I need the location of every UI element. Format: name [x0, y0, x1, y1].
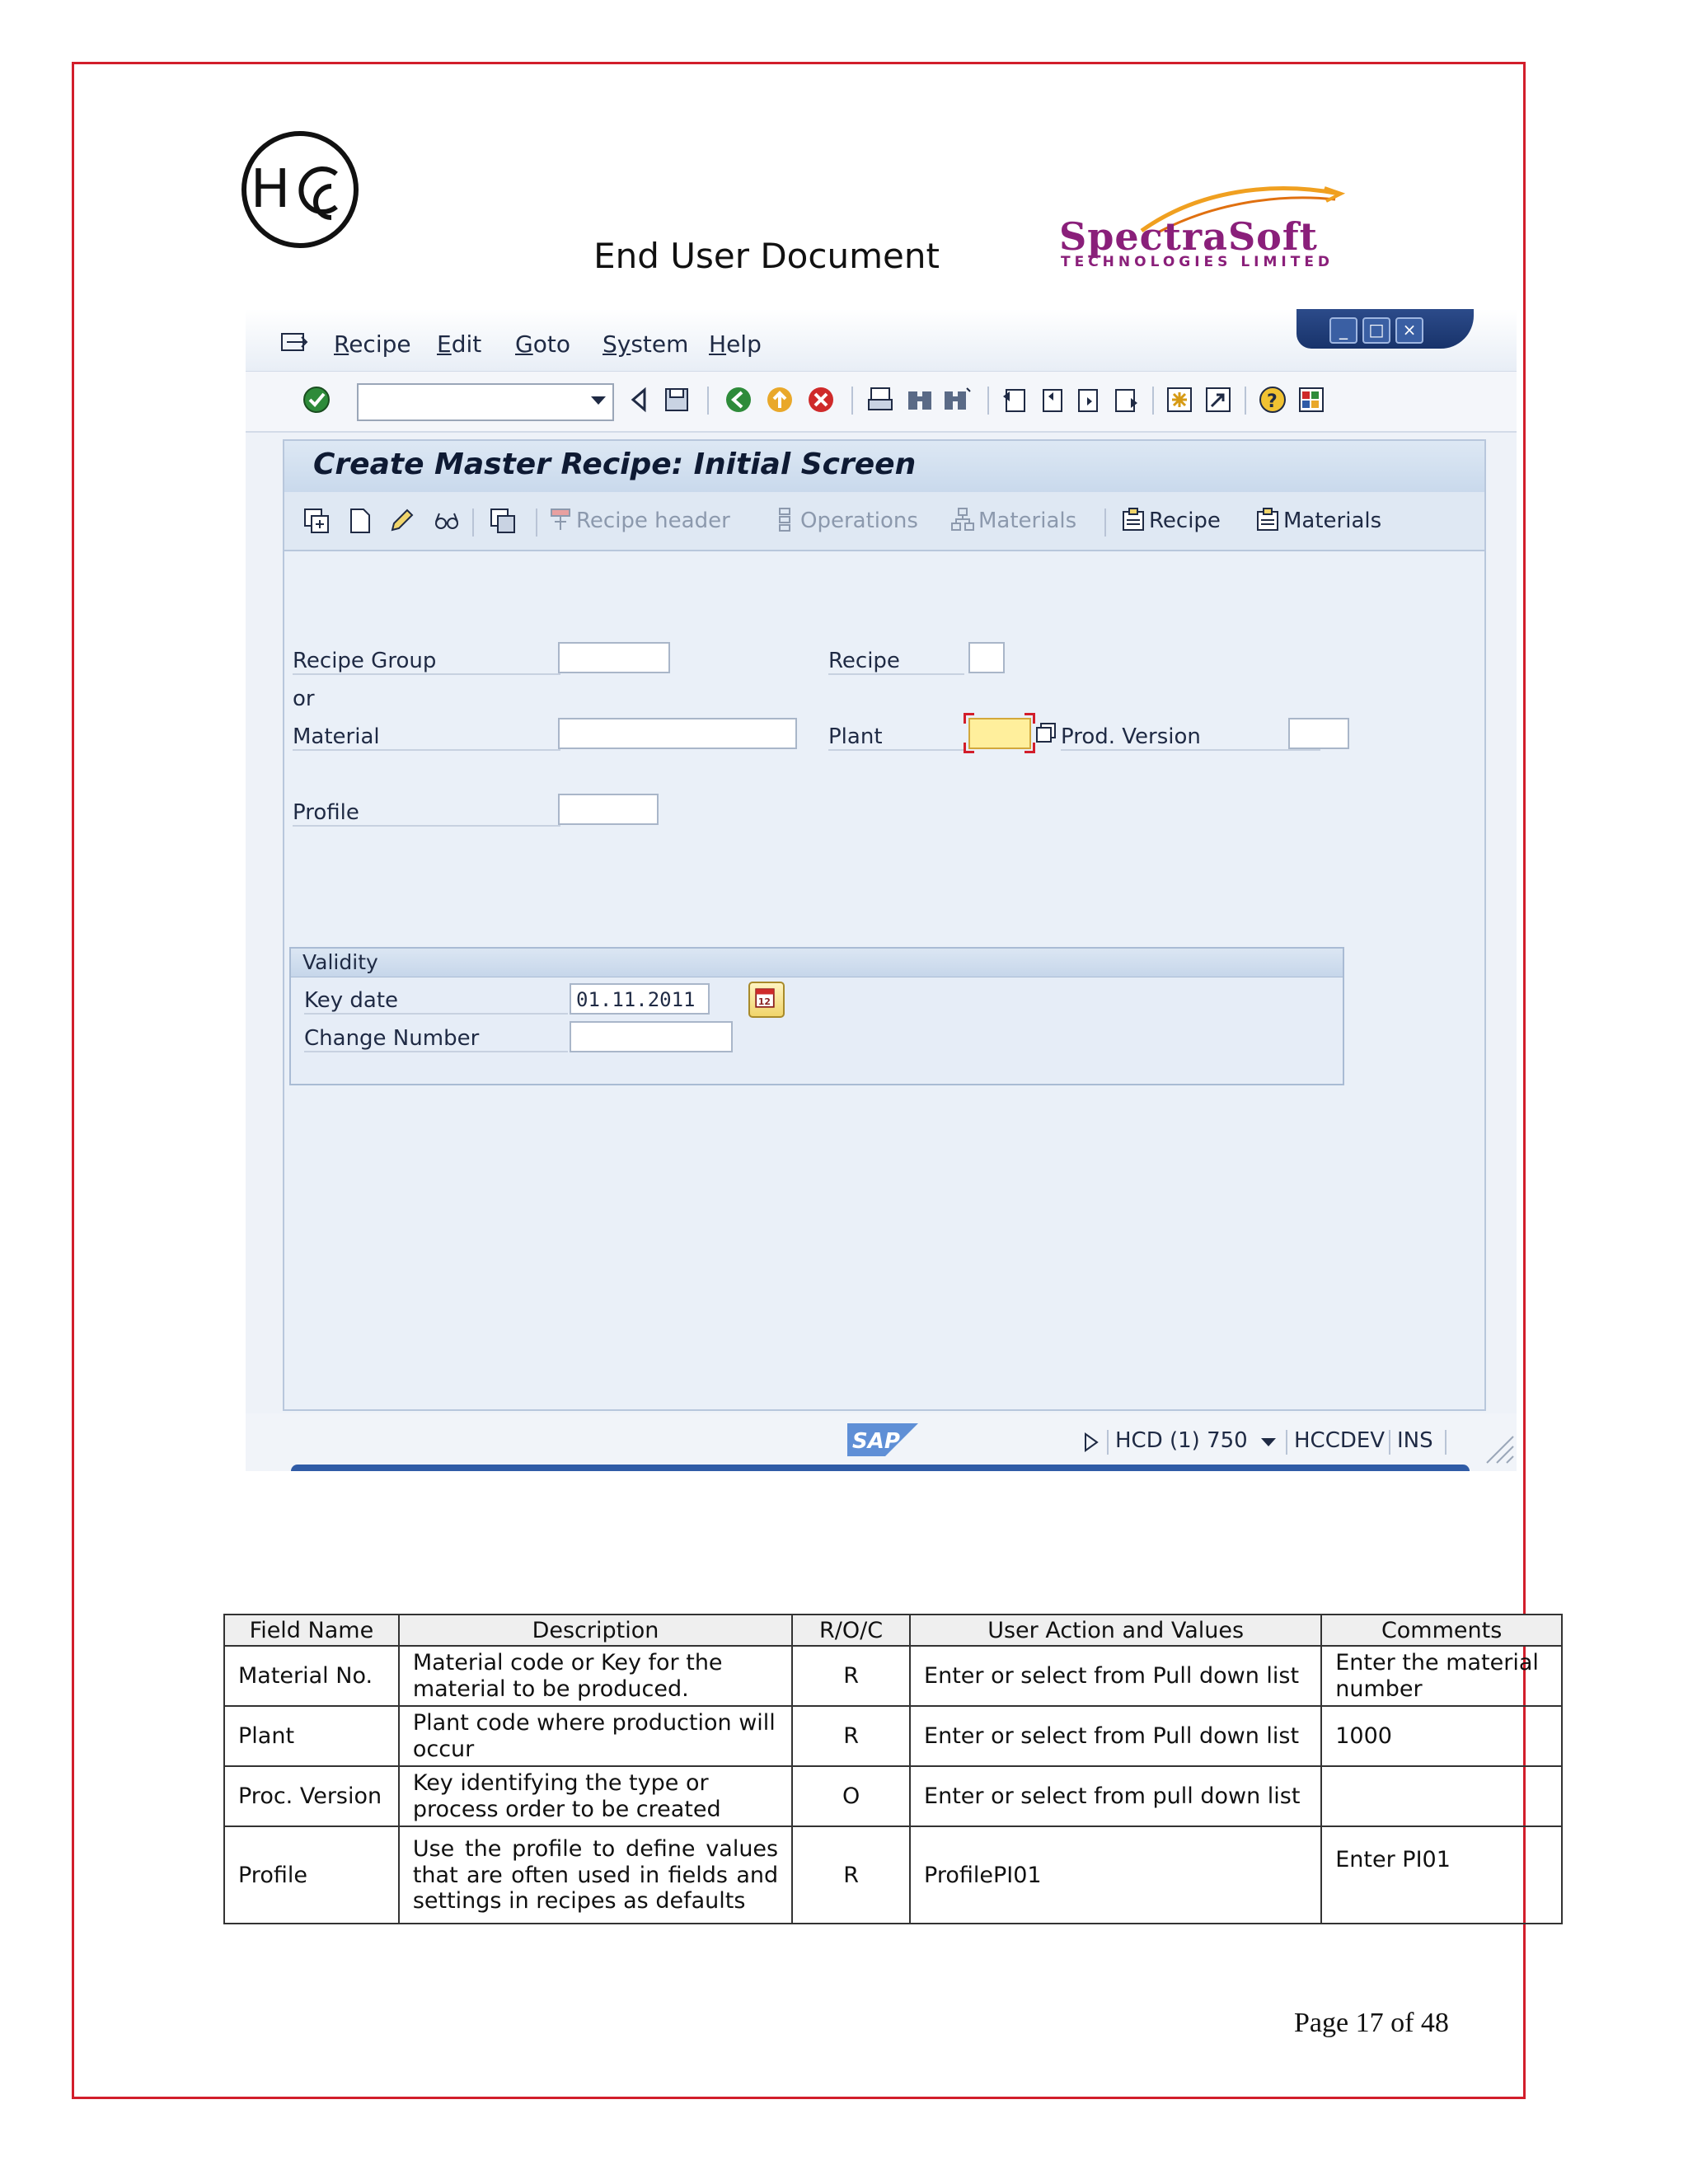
- materials-disabled-label: Materials: [978, 509, 1077, 533]
- header-comments: Comments: [1321, 1615, 1562, 1646]
- status-separator: [1389, 1430, 1390, 1455]
- toolbar-separator: [1104, 509, 1106, 537]
- spectrasoft-wordmark: SpectraSoft: [1059, 214, 1318, 259]
- minimize-icon: _: [1339, 320, 1348, 340]
- menu-goto-rest: oto: [532, 330, 570, 358]
- menu-edit-accel: E: [437, 330, 452, 358]
- find-next-icon[interactable]: [942, 385, 972, 415]
- spectrasoft-tagline: TECHNOLOGIES LIMITED: [1061, 254, 1334, 270]
- cell-field: Proc. Version: [224, 1766, 399, 1826]
- new-session-icon[interactable]: [1165, 385, 1194, 415]
- plant-input[interactable]: [968, 718, 1031, 749]
- table-row: [224, 1706, 1562, 1766]
- profile-input[interactable]: [558, 794, 659, 825]
- cell-roc: R: [792, 1826, 910, 1924]
- materials-disabled-button[interactable]: [950, 507, 1076, 533]
- recipe-group-input[interactable]: [558, 642, 670, 673]
- sap-screen-area: [283, 439, 1486, 1411]
- insert-mode: INS: [1397, 1428, 1433, 1453]
- toolbar-separator: [536, 509, 537, 537]
- prod-version-label: Prod. Version: [1061, 724, 1320, 751]
- document-title: End User Document: [593, 236, 940, 276]
- cell-roc: R: [792, 1646, 910, 1706]
- calendar-icon: [750, 983, 780, 1013]
- client-info: HCCDEV: [1294, 1428, 1386, 1453]
- save-icon[interactable]: [662, 385, 692, 415]
- operations-button[interactable]: [772, 507, 918, 533]
- toolbar-separator: [1245, 387, 1246, 415]
- sap-window: [246, 309, 1517, 1471]
- cell-comments: [1321, 1766, 1562, 1826]
- table-header-row: [224, 1615, 1562, 1646]
- next-page-icon[interactable]: [1074, 385, 1104, 415]
- cell-description: Use the profile to define values that are often used in fields and settings in recipes as defaults: [399, 1826, 792, 1924]
- command-dropdown-icon[interactable]: [591, 396, 606, 405]
- layout-menu-icon[interactable]: [1296, 385, 1326, 415]
- menu-edit[interactable]: [437, 330, 481, 358]
- status-separator: [1286, 1430, 1287, 1455]
- recipe-label-field: Recipe: [828, 649, 964, 675]
- last-page-icon[interactable]: [1111, 385, 1141, 415]
- maximize-button[interactable]: [1362, 317, 1390, 344]
- cell-field: Plant: [224, 1706, 399, 1766]
- menu-system-accel: Sy: [603, 330, 631, 358]
- recipe-header-button[interactable]: [548, 507, 730, 533]
- material-input[interactable]: [558, 718, 797, 749]
- status-separator: [1107, 1430, 1109, 1455]
- exit-icon[interactable]: [765, 385, 795, 415]
- svg-text:H: H: [251, 159, 291, 220]
- print-icon[interactable]: [865, 385, 895, 415]
- menu-system-rest: stem: [631, 330, 689, 358]
- change-number-label: Change Number: [304, 1026, 568, 1052]
- menu-help[interactable]: [709, 330, 762, 358]
- header-field-name: Field Name: [224, 1615, 399, 1646]
- svg-text:SAP: SAP: [852, 1429, 900, 1454]
- focus-corner: [964, 713, 974, 724]
- validity-title: Validity: [302, 950, 378, 974]
- help-icon[interactable]: [1258, 385, 1287, 415]
- resize-grip-icon[interactable]: [1482, 1432, 1515, 1465]
- menu-help-rest: elp: [726, 330, 762, 358]
- cell-field: Profile: [224, 1826, 399, 1924]
- cancel-icon[interactable]: [806, 385, 836, 415]
- cell-roc: O: [792, 1766, 910, 1826]
- first-page-icon[interactable]: [1000, 385, 1029, 415]
- toolbar-separator: [1152, 387, 1154, 415]
- cell-comments: Enter the material number: [1321, 1646, 1562, 1706]
- validity-header: [291, 949, 1343, 977]
- system-info-dropdown-icon[interactable]: [1261, 1438, 1276, 1446]
- shortcut-icon[interactable]: [1203, 385, 1233, 415]
- enter-check-icon[interactable]: [302, 385, 331, 415]
- sap-menu-bar: [246, 309, 1517, 371]
- other-recipe-icon[interactable]: [302, 507, 331, 535]
- cell-action: Enter or select from pull down list: [910, 1766, 1321, 1826]
- sap-standard-toolbar: [246, 371, 1517, 433]
- recipe-input[interactable]: [968, 642, 1005, 673]
- key-date-label: Key date: [304, 988, 568, 1015]
- operations-icon: [772, 507, 797, 532]
- materials-button[interactable]: [1255, 507, 1381, 533]
- toolbar-separator: [707, 387, 709, 415]
- cell-action: Enter or select from Pull down list: [910, 1646, 1321, 1706]
- back-green-icon[interactable]: [724, 385, 753, 415]
- menu-recipe-rest: ecipe: [349, 330, 411, 358]
- change-pencil-icon[interactable]: [387, 507, 415, 535]
- minimize-button[interactable]: [1329, 317, 1357, 344]
- menu-goto-accel: G: [515, 330, 533, 358]
- header-roc: R/O/C: [792, 1615, 910, 1646]
- materials-label: Materials: [1283, 509, 1382, 533]
- spectrasoft-logo: [1059, 181, 1343, 276]
- display-glasses-icon[interactable]: [433, 507, 461, 535]
- header-description: Description: [399, 1615, 792, 1646]
- screen-title: Create Master Recipe: Initial Screen: [313, 448, 917, 481]
- key-date-input[interactable]: 01.11.2011: [570, 983, 710, 1015]
- find-icon[interactable]: [905, 385, 935, 415]
- cell-comments: Enter PI01: [1321, 1826, 1562, 1924]
- hcc-logo: [239, 129, 361, 251]
- window-controls: [1296, 309, 1474, 349]
- prod-version-input[interactable]: [1288, 718, 1349, 749]
- menu-help-accel: H: [709, 330, 727, 358]
- previous-page-icon[interactable]: [1037, 385, 1067, 415]
- svg-text:?: ?: [1267, 391, 1278, 412]
- cell-description: Plant code where production will occur: [399, 1706, 792, 1766]
- recipe-header-label: Recipe header: [576, 509, 730, 533]
- cell-comments: 1000: [1321, 1706, 1562, 1766]
- toolbar-separator: [472, 509, 474, 537]
- change-number-input[interactable]: [570, 1021, 733, 1052]
- toolbar-separator: [987, 387, 989, 415]
- status-separator: [1445, 1430, 1447, 1455]
- cell-action: ProfilePI01: [910, 1826, 1321, 1924]
- status-expand-icon[interactable]: [1082, 1432, 1100, 1453]
- close-icon: ×: [1402, 320, 1417, 340]
- plant-label: Plant: [828, 724, 964, 751]
- table-row: [224, 1766, 1562, 1826]
- field-description-table: [223, 1614, 1563, 1924]
- material-label: Material: [293, 724, 560, 751]
- menu-recipe-accel: R: [334, 330, 349, 358]
- materials-clipboard-icon: [1255, 507, 1280, 532]
- back-arrow-icon[interactable]: [625, 385, 654, 415]
- menu-toggle-icon[interactable]: [280, 332, 308, 354]
- table-row: [224, 1826, 1562, 1924]
- cell-roc: R: [792, 1706, 910, 1766]
- cell-field: Material No.: [224, 1646, 399, 1706]
- table-row: [224, 1646, 1562, 1706]
- svg-text:12: 12: [757, 996, 771, 1008]
- menu-recipe[interactable]: [334, 330, 411, 358]
- cell-description: Material code or Key for the material to be produced.: [399, 1646, 792, 1706]
- recipe-label: Recipe: [1149, 509, 1221, 533]
- window-bottom-edge: [291, 1465, 1470, 1471]
- status-bar: [246, 1413, 1517, 1471]
- menu-edit-rest: dit: [451, 330, 482, 358]
- header-user-action: User Action and Values: [910, 1615, 1321, 1646]
- recipe-header-icon: [548, 507, 573, 532]
- cell-description: Key identifying the type or process order to be created: [399, 1766, 792, 1826]
- calendar-button[interactable]: [748, 982, 785, 1018]
- cell-action: Enter or select from Pull down list: [910, 1706, 1321, 1766]
- or-label: or: [293, 687, 315, 711]
- menu-goto[interactable]: [515, 330, 570, 358]
- command-field[interactable]: [357, 383, 614, 421]
- recipe-button[interactable]: [1121, 507, 1221, 533]
- screen-title-bar: [284, 441, 1484, 493]
- application-toolbar: [284, 492, 1484, 551]
- menu-system[interactable]: [603, 330, 688, 358]
- close-button[interactable]: [1395, 317, 1423, 344]
- recipe-group-label: Recipe Group: [293, 649, 560, 675]
- validity-group: [289, 947, 1344, 1085]
- operations-label: Operations: [800, 509, 918, 533]
- create-new-icon[interactable]: [346, 507, 374, 535]
- maximize-icon: □: [1368, 320, 1385, 340]
- copy-from-icon[interactable]: [489, 507, 517, 535]
- sap-logo: [847, 1423, 918, 1456]
- focus-corner: [964, 743, 974, 753]
- page-number: Page 17 of 48: [1294, 2008, 1449, 2038]
- recipe-clipboard-icon: [1121, 507, 1146, 532]
- materials-tree-icon: [950, 507, 975, 532]
- value-help-icon[interactable]: [1034, 721, 1057, 744]
- toolbar-separator: [851, 387, 853, 415]
- profile-label: Profile: [293, 800, 560, 827]
- system-info[interactable]: HCD (1) 750: [1115, 1428, 1248, 1453]
